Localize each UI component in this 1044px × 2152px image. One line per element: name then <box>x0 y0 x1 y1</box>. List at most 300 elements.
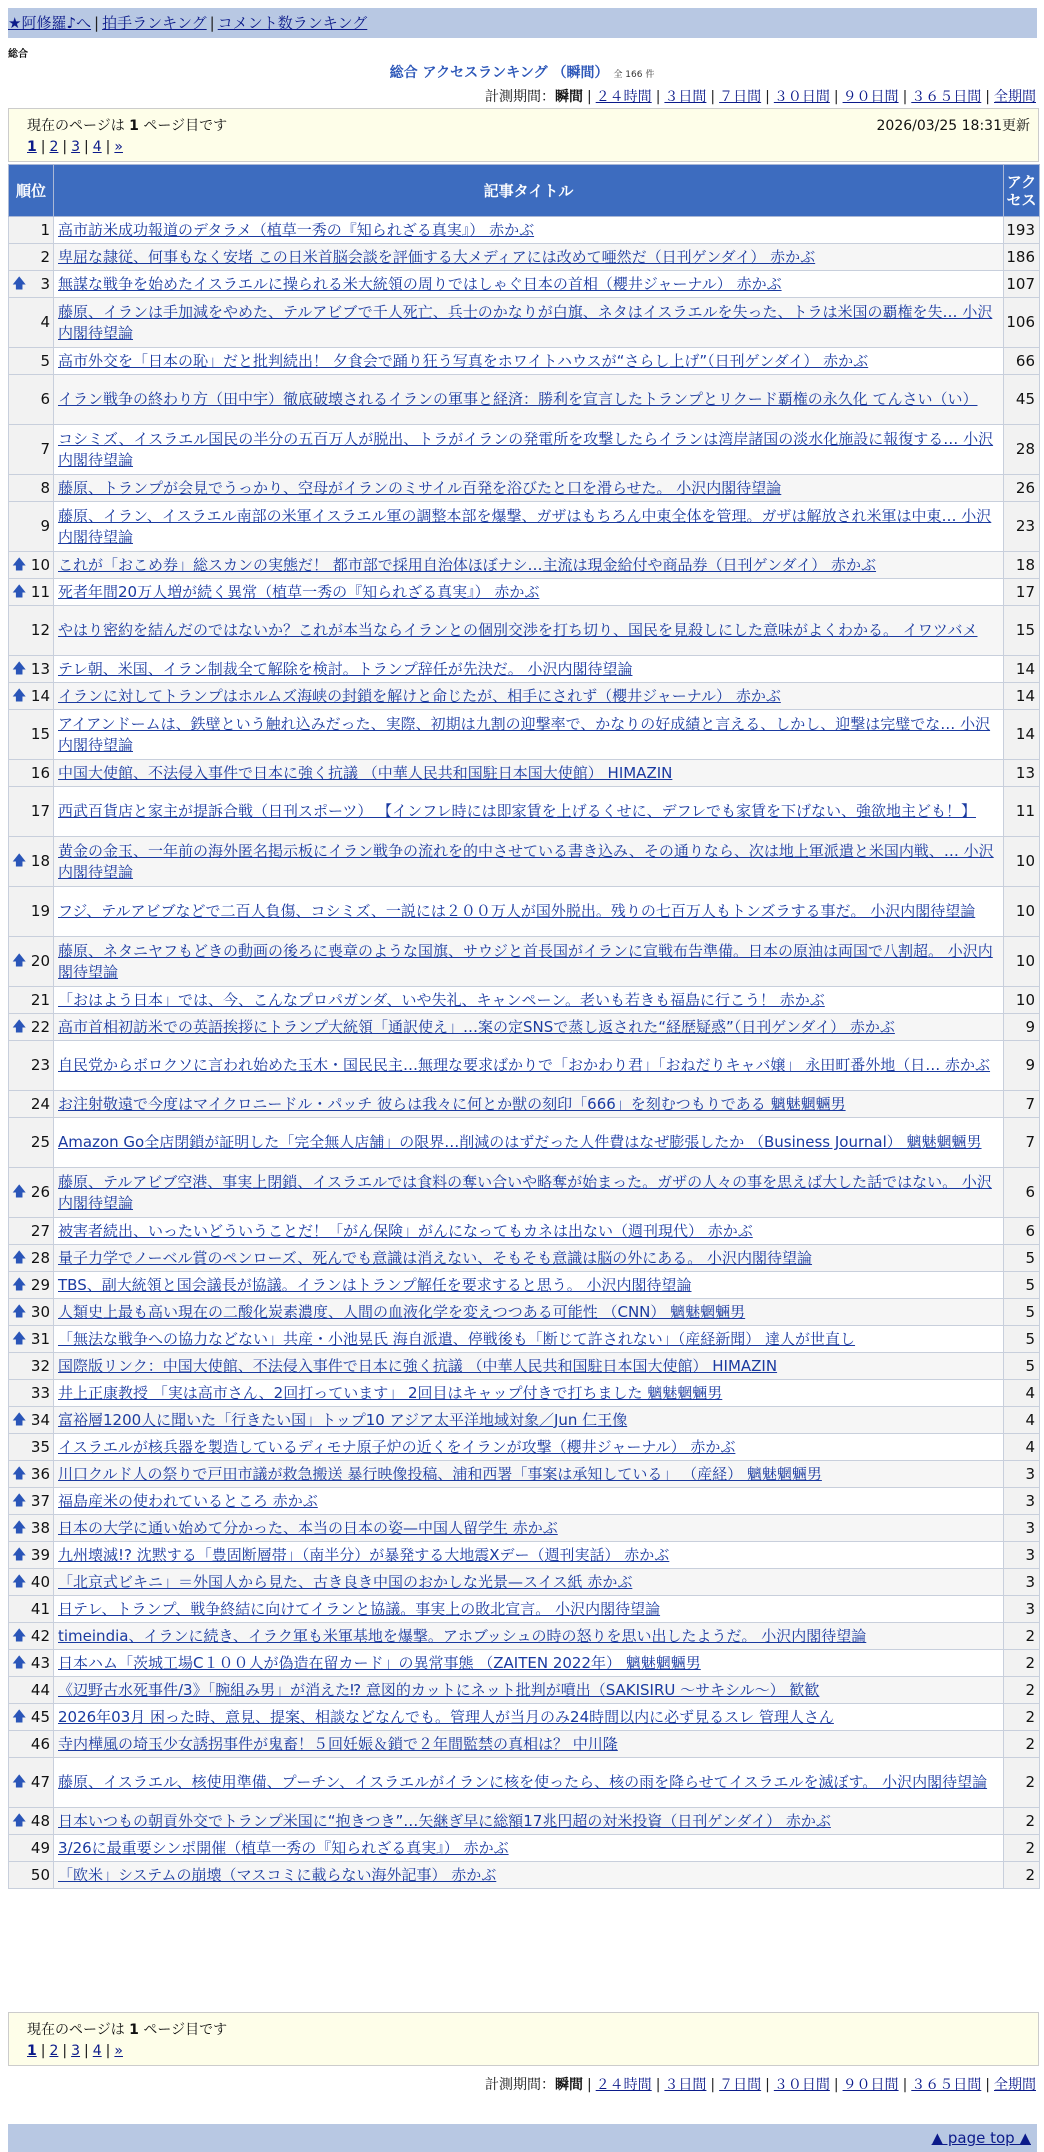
up-arrow-icon: 🡅 <box>12 853 27 869</box>
table-row <box>9 987 1040 1014</box>
article-link[interactable]: 「無法な戦争への協力などない」共産・小池晃氏 海自派遣、停戦後も「断じて許されない」（産経新聞） 達人が世直し <box>58 1329 856 1348</box>
table-row <box>9 1245 1040 1272</box>
nav-separator: | <box>94 14 100 32</box>
up-arrow-icon: 🡅 <box>12 1303 27 1320</box>
access-count: 14 <box>1004 656 1040 683</box>
rank-cell <box>9 1758 54 1808</box>
rank-number: 27 <box>30 1221 50 1240</box>
title-cell <box>54 1569 1004 1596</box>
rank-cell <box>9 1677 54 1704</box>
article-link[interactable]: 国際版リンク：中国大使館、不法侵入事件で日本に強く抗議 （中華人民共和国駐日本国大使館） HIMAZIN <box>58 1356 778 1375</box>
title-cell <box>54 710 1004 760</box>
rank-number: 47 <box>30 1773 50 1791</box>
article-link[interactable]: Amazon Go全店閉鎖が証明した「完全無人店舗」の限界…削減のはずだった人件費はなぜ膨張したか （Business Journal） 魑魅魍魎男 <box>58 1133 982 1151</box>
up-arrow-icon: 🡅 <box>12 275 27 292</box>
rank-number: 8 <box>40 478 50 497</box>
pager-top <box>8 108 1039 162</box>
rank-cell <box>9 837 54 887</box>
article-link[interactable]: TBS、副大統領と国会議長が協議。イランはトランプ解任を要求すると思う。 小沢内閣待望論 <box>58 1275 692 1294</box>
title-cell <box>54 1041 1004 1091</box>
period-separator: | <box>985 89 990 105</box>
title-cell <box>54 656 1004 683</box>
rank-number: 29 <box>30 1275 50 1294</box>
period-separator: | <box>765 2077 770 2093</box>
access-count: 14 <box>1004 683 1040 710</box>
rank-number: 2 <box>40 247 50 266</box>
up-arrow-icon: 🡅 <box>12 1249 27 1266</box>
title-cell <box>54 1218 1004 1245</box>
period-separator: | <box>586 2077 592 2093</box>
table-row <box>9 1677 1040 1704</box>
home-link[interactable]: ★阿修羅♪へ <box>8 14 92 32</box>
table-row <box>9 475 1040 502</box>
article-link[interactable]: 川口クルド人の祭りで戸田市議が救急搬送 暴行映像投稿、浦和西署「事案は承知している」 （産経） 魑魅魍魎男 <box>58 1464 822 1483</box>
rank-number: 12 <box>30 621 50 639</box>
article-link[interactable]: 被害者続出、いったいどういうことだ！「がん保険」がんになってもカネは出ない（週刊現代） 赤かぶ <box>58 1221 753 1240</box>
rank-number: 33 <box>30 1383 50 1402</box>
table-row <box>9 375 1040 425</box>
article-link[interactable]: 黄金の金玉、一年前の海外匿名掲示板にイラン戦争の流れを的中させている書き込み、その通りなら、次は地上軍派遣と米国内戦、… 小沢内閣待望論 <box>58 841 994 881</box>
period-link[interactable]: ３６５日間 <box>911 2077 982 2093</box>
table-row <box>9 244 1040 271</box>
title-cell <box>54 1168 1004 1218</box>
period-link[interactable]: ２４時間 <box>595 2077 652 2093</box>
table-row <box>9 787 1040 837</box>
up-arrow-icon: 🡅 <box>12 1018 27 1035</box>
article-link[interactable]: イラン戦争の終わり方（田中宇）徹底破壊されるイランの軍事と経済：勝利を宣言したトランプとリクード覇権の永久化 てんさい（い） <box>58 390 978 408</box>
article-link[interactable]: 藤原、ネタニヤフもどきの動画の後ろに喪章のような国旗、サウジと首長国がイランに宣戦布告準備。日本の原油は両国で八割超。 小沢内閣待望論 <box>58 941 993 981</box>
title-cell <box>54 1488 1004 1515</box>
article-link[interactable]: 死者年間20万人増が続く異常（植草一秀の『知られざる真実』） 赤かぶ <box>58 582 540 601</box>
table-row <box>9 1168 1040 1218</box>
page-top-link[interactable]: ▲ page top ▲ <box>931 2129 1031 2147</box>
rank-number: 34 <box>30 1410 50 1429</box>
article-link[interactable]: 2026年03月 困った時、意見、提案、相談などなんでも。管理人が当月のみ24時間以内に必ず見るスレ 管理人さん <box>58 1707 834 1726</box>
access-count: 3 <box>1004 1596 1040 1623</box>
article-link[interactable]: イスラエルが核兵器を製造しているディモナ原子炉の近くをイランが攻撃（櫻井ジャーナル） 赤かぶ <box>58 1437 736 1456</box>
rank-cell <box>9 425 54 475</box>
article-link[interactable]: 高市訪米成功報道のデタラメ（植草一秀の『知られざる真実』） 赤かぶ <box>58 220 535 239</box>
rank-number: 22 <box>30 1017 50 1036</box>
access-count: 9 <box>1004 1014 1040 1041</box>
title-cell <box>54 683 1004 710</box>
rank-number: 15 <box>30 725 50 743</box>
current-page-suffix: ページ目です <box>138 118 228 134</box>
access-count: 2 <box>1004 1650 1040 1677</box>
article-link[interactable]: 福島産米の使われているところ 赤かぶ <box>58 1491 318 1510</box>
access-count: 45 <box>1004 375 1040 425</box>
current-page-prefix: 現在のページは <box>27 2022 130 2038</box>
period-separator: | <box>765 89 770 105</box>
rank-number: 25 <box>30 1133 50 1151</box>
article-link[interactable]: 量子力学でノーベル賞のペンローズ、死んでも意識は消えない、そもそも意識は脳の外にある。 小沢内閣待望論 <box>58 1248 813 1267</box>
table-row <box>9 502 1040 552</box>
rank-number: 17 <box>30 802 50 820</box>
access-count: 5 <box>1004 1353 1040 1380</box>
article-link[interactable]: 井上正康教授 「実は高市さん、2回打っています」 2回目はキャップ付きで打ちました 魑魅魍魎男 <box>58 1383 723 1402</box>
access-count: 5 <box>1004 1272 1040 1299</box>
article-link[interactable]: フジ、テルアビブなどで二百人負傷、コシミズ、一説には２００万人が国外脱出。残りの七百万人もトンズラする事だ。 小沢内閣待望論 <box>58 902 976 920</box>
article-link[interactable]: やはり密約を結んだのではないか？これが本当ならイランとの個別交渉を打ち切り、国民を見殺しにした意味がよくわかる。 イワツバメ <box>58 621 978 639</box>
rank-number: 20 <box>30 952 50 970</box>
period-link[interactable]: ２４時間 <box>595 89 652 105</box>
title-cell <box>54 217 1004 244</box>
table-row <box>9 1353 1040 1380</box>
rank-cell <box>9 1704 54 1731</box>
access-count: 3 <box>1004 1515 1040 1542</box>
next-page-link[interactable]: » <box>114 2043 123 2059</box>
access-count: 5 <box>1004 1299 1040 1326</box>
title-cell <box>54 1515 1004 1542</box>
rank-number: 7 <box>40 440 50 458</box>
article-link[interactable]: 《辺野古水死事件/3》「腕組み男」が消えた⁉ 意図的カットにネット批判が噴出（SAKISIRU ～サキシル～） 歓歓 <box>58 1680 820 1699</box>
rank-cell <box>9 1218 54 1245</box>
rank-cell <box>9 887 54 937</box>
access-count: 7 <box>1004 1118 1040 1168</box>
article-link[interactable]: コシミズ、イスラエル国民の半分の五百万人が脱出、トラがイランの発電所を攻撃したらイランは湾岸諸国の淡水化施設に報復する… 小沢内閣待望論 <box>58 429 994 469</box>
title-cell <box>54 1118 1004 1168</box>
period-link[interactable]: 全期間 <box>994 2077 1036 2093</box>
rank-cell <box>9 1569 54 1596</box>
title-cell <box>54 937 1004 987</box>
period-link[interactable]: ９０日間 <box>842 89 899 105</box>
title-cell <box>54 1758 1004 1808</box>
total-count: 全 166 件 <box>613 70 655 80</box>
access-count: 66 <box>1004 348 1040 375</box>
rank-number: 3 <box>40 274 50 293</box>
rank-cell <box>9 348 54 375</box>
article-link[interactable]: これが「おこめ券」総スカンの実態だ！ 都市部で採用自治体ほぼナシ…主流は現金給付や商品券（日刊ゲンダイ） 赤かぶ <box>58 555 877 574</box>
comment-ranking-link[interactable]: コメント数ランキング <box>217 14 368 32</box>
period-link[interactable]: ３０日間 <box>773 2077 830 2093</box>
title-cell <box>54 837 1004 887</box>
access-count: 7 <box>1004 1091 1040 1118</box>
rank-number: 18 <box>30 852 50 870</box>
rank-number: 1 <box>40 220 50 239</box>
rank-cell <box>9 1353 54 1380</box>
ranking-title-row <box>0 62 1044 82</box>
article-link[interactable]: 日テレ、トランプ、戦争終結に向けてイランと協議。事実上の敗北宣言。 小沢内閣待望論 <box>58 1599 661 1618</box>
rank-cell <box>9 475 54 502</box>
article-link[interactable]: 日本の大学に通い始めて分かった、本当の日本の姿—中国人留学生 赤かぶ <box>58 1518 558 1537</box>
period-link[interactable]: ３６５日間 <box>911 89 982 105</box>
access-count: 18 <box>1004 552 1040 579</box>
period-label: 計測期間： <box>484 89 555 105</box>
access-count: 2 <box>1004 1677 1040 1704</box>
period-separator: | <box>710 2077 716 2093</box>
up-arrow-icon: 🡅 <box>12 1812 27 1829</box>
title-cell <box>54 1808 1004 1835</box>
access-count: 2 <box>1004 1758 1040 1808</box>
article-link[interactable]: 高市外交を「日本の恥」だと批判続出！ 夕食会で踊り狂う写真をホワイトハウスが“さらし上げ”（日刊ゲンダイ） 赤かぶ <box>58 351 869 370</box>
page-separator: | <box>40 2043 46 2059</box>
table-row <box>9 271 1040 298</box>
up-arrow-icon: 🡅 <box>12 1519 27 1536</box>
rank-number: 23 <box>30 1056 50 1074</box>
article-link[interactable]: お注射敬遠で今度はマイクロニードル・パッチ 彼らは我々に何とか獣の刻印「666」を刻むつもりである 魑魅魍魎男 <box>58 1094 846 1113</box>
title-cell <box>54 348 1004 375</box>
updated-timestamp: 2026/03/25 18:31更新 <box>876 118 1030 134</box>
page-links <box>27 139 123 155</box>
table-row <box>9 1272 1040 1299</box>
breadcrumb: 総合 <box>8 49 28 60</box>
period-link[interactable]: 全期間 <box>994 89 1036 105</box>
rank-number: 24 <box>30 1094 50 1113</box>
up-arrow-icon: 🡅 <box>12 1330 27 1347</box>
rank-number: 40 <box>30 1572 50 1591</box>
title-cell <box>54 1091 1004 1118</box>
period-current: 瞬間 <box>554 2077 583 2093</box>
rank-cell <box>9 1461 54 1488</box>
applause-ranking-link[interactable]: 拍手ランキング <box>102 14 207 32</box>
rank-cell <box>9 1434 54 1461</box>
rank-cell <box>9 760 54 787</box>
table-row <box>9 837 1040 887</box>
article-link[interactable]: 3/26に最重要シンポ開催（植草一秀の『知られざる真実』） 赤かぶ <box>58 1838 509 1857</box>
up-arrow-icon: 🡅 <box>12 953 27 969</box>
rank-cell <box>9 710 54 760</box>
table-row <box>9 1407 1040 1434</box>
rank-cell <box>9 1091 54 1118</box>
table-row <box>9 1461 1040 1488</box>
table-row <box>9 1731 1040 1758</box>
rank-number: 10 <box>30 555 50 574</box>
page-link-current[interactable]: 1 <box>27 2043 37 2059</box>
rank-cell <box>9 271 54 298</box>
access-count: 10 <box>1004 837 1040 887</box>
up-arrow-icon: 🡅 <box>12 660 27 677</box>
page-link[interactable]: 4 <box>92 2043 102 2059</box>
article-link[interactable]: 藤原、イランは手加減をやめた、テルアビブで千人死亡、兵士のかなりが白旗、ネタはイスラエルを失った、トラは米国の覇権を失… 小沢内閣待望論 <box>58 302 993 342</box>
table-row <box>9 1326 1040 1353</box>
table-row <box>9 1862 1040 1889</box>
page-link-current[interactable]: 1 <box>27 139 37 155</box>
article-link[interactable]: 藤原、イスラエル、核使用準備、プーチン、イスラエルがイランに核を使ったら、核の雨を降らせてイスラエルを滅ぼす。 小沢内閣待望論 <box>58 1773 988 1791</box>
article-link[interactable]: 寺内樺風の埼玉少女誘拐事件が鬼畜！５回妊娠＆鎖で２年間監禁の真相は？ 中川隆 <box>58 1734 618 1753</box>
access-count: 3 <box>1004 1569 1040 1596</box>
title-cell <box>54 375 1004 425</box>
article-link[interactable]: 九州壊滅!? 沈黙する「豊固断層帯」（南半分）が暴発する大地震Xデー（週刊実話） 赤かぶ <box>58 1545 670 1564</box>
rank-cell <box>9 1835 54 1862</box>
ranking-body <box>9 217 1040 1889</box>
rank-cell <box>9 217 54 244</box>
access-count: 4 <box>1004 1407 1040 1434</box>
article-link[interactable]: 自民党からボロクソに言われ始めた玉木・国民民主…無理な要求ばかりで「おかわり君」「おねだりキャバ嬢」 永田町番外地（日… 赤かぶ <box>58 1056 991 1074</box>
rank-cell <box>9 1808 54 1835</box>
table-row <box>9 606 1040 656</box>
article-link[interactable]: イランに対してトランプはホルムズ海峡の封鎖を解けと命じたが、相手にされず（櫻井ジャーナル） 赤かぶ <box>58 686 781 705</box>
period-link[interactable]: ３日間 <box>664 89 707 105</box>
table-row <box>9 1596 1040 1623</box>
article-link[interactable]: 「北京式ビキニ」＝外国人から見た、古き良き中国のおかしな光景—スイス紙 赤かぶ <box>58 1572 633 1591</box>
period-separator: | <box>902 89 908 105</box>
title-cell <box>54 502 1004 552</box>
article-link[interactable]: 藤原、イラン、イスラエル南部の米軍イスラエル軍の調整本部を爆撃、ガザはもちろん中東全体を管理。ガザは解放され米軍は中東… 小沢内閣待望論 <box>58 506 992 546</box>
article-link[interactable]: timeindia、イランに続き、イラク軍も米軍基地を爆撃。アホブッシュの時の怒りを思い出したようだ。 小沢内閣待望論 <box>58 1626 867 1645</box>
access-count: 2 <box>1004 1704 1040 1731</box>
access-count: 6 <box>1004 1168 1040 1218</box>
page-link[interactable]: 2 <box>49 2043 59 2059</box>
rank-cell <box>9 1168 54 1218</box>
title-cell <box>54 552 1004 579</box>
title-cell <box>54 1650 1004 1677</box>
access-count: 11 <box>1004 787 1040 837</box>
article-link[interactable]: 卑屈な隷従、何事もなく安堵 この日米首脳会談を評価する大メディアには改めて唖然だ（日刊ゲンダイ） 赤かぶ <box>58 247 816 266</box>
rank-cell <box>9 375 54 425</box>
article-link[interactable]: 藤原、トランプが会見でうっかり、空母がイランのミサイル百発を浴びたと口を滑らせた。 小沢内閣待望論 <box>58 478 782 497</box>
rank-number: 21 <box>30 990 50 1009</box>
rank-number: 50 <box>30 1865 50 1884</box>
title-cell <box>54 1326 1004 1353</box>
rank-number: 28 <box>30 1248 50 1267</box>
access-count: 10 <box>1004 887 1040 937</box>
rank-cell <box>9 502 54 552</box>
access-count: 2 <box>1004 1862 1040 1889</box>
period-label: 計測期間： <box>484 2077 555 2093</box>
table-row <box>9 1808 1040 1835</box>
page-link[interactable]: 3 <box>71 139 81 155</box>
up-arrow-icon: 🡅 <box>12 1492 27 1509</box>
next-page-link[interactable]: » <box>114 139 123 155</box>
article-link[interactable]: 富裕層1200人に聞いた「行きたい国」トップ10 アジア太平洋地域対象／Jun 仁王像 <box>58 1410 628 1429</box>
article-link[interactable]: 藤原、テルアビブ空港、事実上閉鎖、イスラエルでは食料の奪い合いや略奪が始まった。ガザの人々の事を思えば大した話ではない。 小沢内閣待望論 <box>58 1172 992 1212</box>
rank-cell <box>9 1380 54 1407</box>
period-separator: | <box>586 89 592 105</box>
up-arrow-icon: 🡅 <box>12 556 27 573</box>
page-links <box>27 2043 123 2059</box>
up-arrow-icon: 🡅 <box>12 1708 27 1725</box>
table-row <box>9 1434 1040 1461</box>
page-separator: | <box>40 139 46 155</box>
table-row <box>9 1704 1040 1731</box>
rank-number: 9 <box>40 517 50 535</box>
article-link[interactable]: 西武百貨店と家主が提訴合戦（日刊スポーツ） 【インフレ時には即家賃を上げるくせに、デフレでも家賃を下げない、強欲地主ども！】 <box>58 802 976 820</box>
access-count: 193 <box>1004 217 1040 244</box>
nav-separator: | <box>209 14 215 32</box>
page-separator: | <box>62 2043 68 2059</box>
table-row <box>9 217 1040 244</box>
rank-cell <box>9 1118 54 1168</box>
up-arrow-icon: 🡅 <box>12 1627 27 1644</box>
access-count: 186 <box>1004 244 1040 271</box>
table-row <box>9 348 1040 375</box>
period-link[interactable]: ７日間 <box>719 89 762 105</box>
access-count: 2 <box>1004 1835 1040 1862</box>
title-cell <box>54 1380 1004 1407</box>
rank-number: 39 <box>30 1545 50 1564</box>
rank-cell <box>9 298 54 348</box>
table-row <box>9 1569 1040 1596</box>
table-row <box>9 579 1040 606</box>
article-link[interactable]: 中国大使館、不法侵入事件で日本に強く抗議 （中華人民共和国駐日本国大使館） HIMAZIN <box>58 763 673 782</box>
rank-cell <box>9 1041 54 1091</box>
article-link[interactable]: 「欧米」システムの崩壊（マスコミに載らない海外記事） 赤かぶ <box>58 1865 497 1884</box>
access-count: 3 <box>1004 1488 1040 1515</box>
title-cell <box>54 1623 1004 1650</box>
table-row <box>9 1041 1040 1091</box>
article-link[interactable]: テレ朝、米国、イラン制裁全て解除を検討。トランプ辞任が先決だ。 小沢内閣待望論 <box>58 659 633 678</box>
page-link[interactable]: 2 <box>49 139 59 155</box>
article-link[interactable]: 日本ハム「茨城工場C１００人が偽造在留カード」の異常事態 （ZAITEN 2022年） 魑魅魍魎男 <box>58 1653 701 1672</box>
access-count: 2 <box>1004 1731 1040 1758</box>
title-cell <box>54 1272 1004 1299</box>
access-count: 14 <box>1004 710 1040 760</box>
rank-number: 46 <box>30 1734 50 1753</box>
period-link[interactable]: ９０日間 <box>842 2077 899 2093</box>
period-link[interactable]: ７日間 <box>719 2077 762 2093</box>
article-link[interactable]: 「おはよう日本」では、今、こんなプロパガンダ、いや失礼、キャンペーン。老いも若きも福島に行こう！ 赤かぶ <box>58 990 825 1009</box>
up-arrow-icon: 🡅 <box>12 1654 27 1671</box>
page-link[interactable]: 4 <box>92 139 102 155</box>
article-link[interactable]: 人類史上最も高い現在の二酸化炭素濃度、人間の血液化学を変えつつある可能性 （CNN） 魑魅魍魎男 <box>58 1302 746 1321</box>
rank-number: 31 <box>30 1329 50 1348</box>
access-count: 5 <box>1004 1245 1040 1272</box>
title-cell <box>54 1407 1004 1434</box>
rank-cell <box>9 244 54 271</box>
rank-number: 26 <box>30 1183 50 1201</box>
access-count: 26 <box>1004 475 1040 502</box>
col-title-header: 記事タイトル <box>54 165 1004 217</box>
table-row <box>9 1835 1040 1862</box>
rank-cell <box>9 1326 54 1353</box>
access-count: 13 <box>1004 760 1040 787</box>
table-row <box>9 1758 1040 1808</box>
rank-cell <box>9 1596 54 1623</box>
top-nav <box>8 8 1037 38</box>
table-row <box>9 710 1040 760</box>
period-separator: | <box>833 2077 839 2093</box>
col-rank-header: 順位 <box>9 165 54 217</box>
table-row <box>9 887 1040 937</box>
table-row <box>9 552 1040 579</box>
period-link[interactable]: ３０日間 <box>773 89 830 105</box>
title-cell <box>54 1353 1004 1380</box>
access-count: 107 <box>1004 271 1040 298</box>
rank-number: 6 <box>40 390 50 408</box>
title-cell <box>54 1677 1004 1704</box>
title-cell <box>54 606 1004 656</box>
page-separator: | <box>84 2043 89 2059</box>
rank-number: 49 <box>30 1838 50 1857</box>
rank-number: 5 <box>40 351 50 370</box>
article-link[interactable]: アイアンドームは、鉄壁という触れ込みだった、実際、初期は九割の迎撃率で、かなりの好成績と言える、しかし、迎撃は完璧でな… 小沢内閣待望論 <box>58 714 991 754</box>
title-cell <box>54 887 1004 937</box>
period-separator: | <box>985 2077 990 2093</box>
rank-number: 37 <box>30 1491 50 1510</box>
page-link[interactable]: 3 <box>71 2043 81 2059</box>
rank-number: 4 <box>40 313 50 331</box>
table-row <box>9 298 1040 348</box>
period-separator: | <box>902 2077 908 2093</box>
pager-bottom <box>8 2012 1039 2066</box>
article-link[interactable]: 高市首相初訪米での英語挨拶にトランプ大統領「通訳使え」…案の定SNSで蒸し返された“経歴疑惑”（日刊ゲンダイ） 赤かぶ <box>58 1017 895 1036</box>
current-page-number: 1 <box>129 2022 139 2038</box>
rank-cell <box>9 683 54 710</box>
table-row <box>9 425 1040 475</box>
article-link[interactable]: 無謀な戦争を始めたイスラエルに操られる米大統領の周りではしゃぐ日本の首相（櫻井ジャーナル） 赤かぶ <box>58 274 782 293</box>
title-cell <box>54 298 1004 348</box>
rank-number: 42 <box>30 1626 50 1645</box>
access-count: 2 <box>1004 1808 1040 1835</box>
period-link[interactable]: ３日間 <box>664 2077 707 2093</box>
page-separator: | <box>84 139 89 155</box>
rank-cell <box>9 1014 54 1041</box>
up-arrow-icon: 🡅 <box>12 1184 27 1200</box>
page-title: 総合 アクセスランキング （瞬間） <box>389 65 609 81</box>
article-link[interactable]: 日本いつもの朝貢外交でトランプ米国に“抱きつき”…矢継ぎ早に総額17兆円超の対米投資（日刊ゲンダイ） 赤かぶ <box>58 1811 831 1830</box>
rank-number: 38 <box>30 1518 50 1537</box>
rank-cell <box>9 987 54 1014</box>
